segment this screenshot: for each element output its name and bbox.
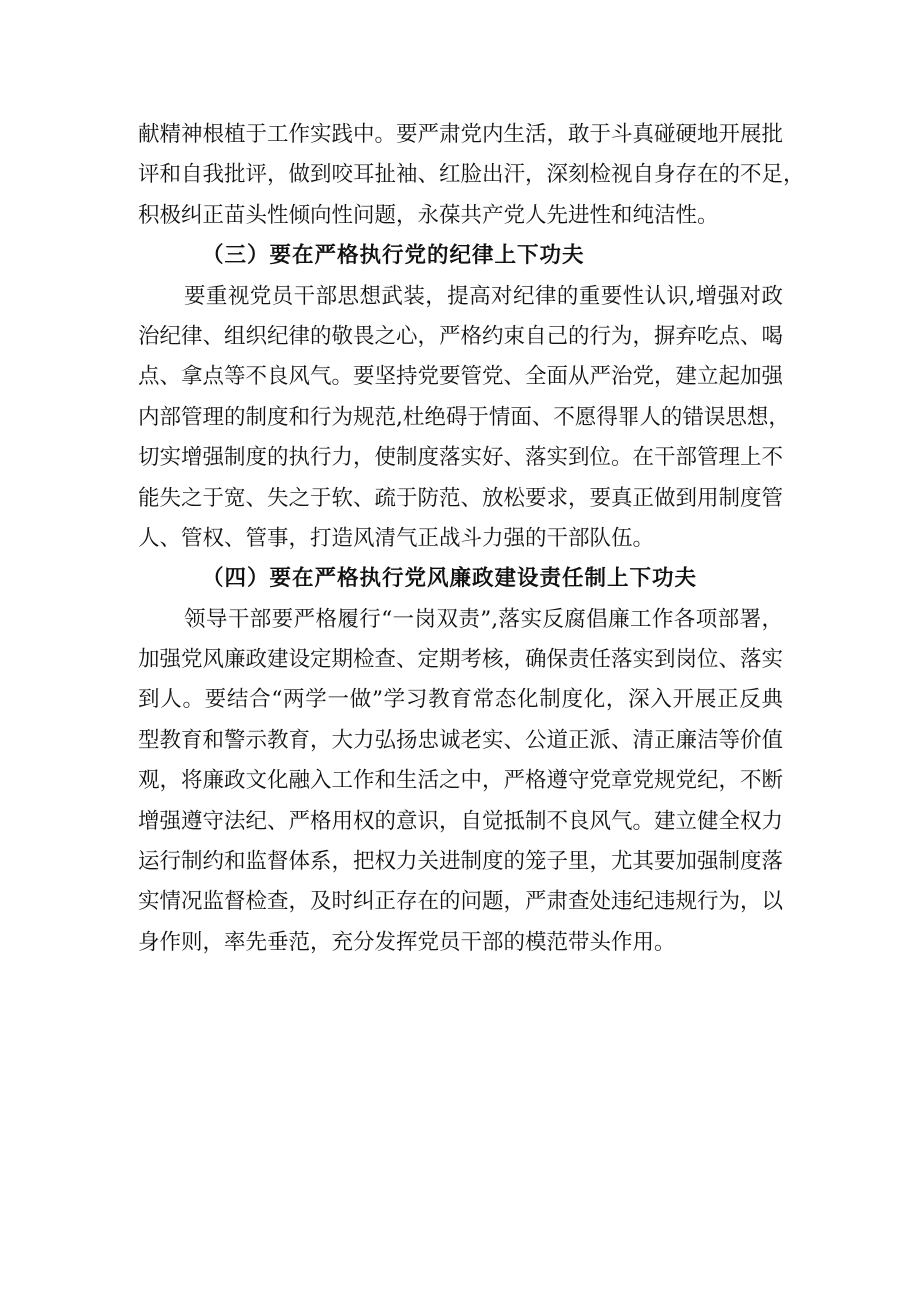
paragraph-line: 要重视党员干部思想武装，提高对纪律的重要性认识,增强对政 <box>184 283 783 309</box>
paragraph-line: 增强遵守法纪、严格用权的意识，自觉抵制不良风气。建立健全权力 <box>138 808 784 834</box>
document-body <box>138 115 805 963</box>
paragraph-line: 运行制约和监督体系，把权力关进制度的笼子里，尤其要加强制度落 <box>138 849 784 875</box>
paragraph-line: 能失之于宽、失之于软、疏于防范、放松要求，要真正做到用制度管 <box>138 485 784 511</box>
paragraph-line: 加强党风廉政建设定期检查、定期考核，确保责任落实到岗位、落实 <box>138 647 784 673</box>
section-heading: （三）要在严格执行党的纪律上下功夫 <box>202 243 585 269</box>
paragraph-line: 献精神根植于工作实践中。要严肃党内生活，敢于斗真碰硬地开展批 <box>138 122 784 147</box>
paragraph-line: 人、管权、管事，打造风清气正战斗力强的干部队伍。 <box>138 525 655 551</box>
paragraph-line: 治纪律、组织纪律的敬畏之心，严格约束自己的行为，摒弃吃点、喝 <box>138 323 784 349</box>
paragraph-line: 实情况监督检查，及时纠正存在的问题，严肃查处违纪违规行为，以 <box>138 889 784 915</box>
section-heading: （四）要在严格执行党风廉政建设责任制上下功夫 <box>202 566 698 592</box>
paragraph-line: 切实增强制度的执行力，使制度落实好、落实到位。在干部管理上不 <box>138 445 784 471</box>
paragraph-line: 内部管理的制度和行为规范,杜绝碍于情面、不愿得罪人的错误思想， <box>138 404 790 430</box>
paragraph-line: 领导干部要严格履行“一岗双责”,落实反腐倡廉工作各项部署， <box>184 606 783 632</box>
paragraph-line: 评和自我批评，做到咬耳扯袖、红脸出汗，深刻检视自身存在的不足， <box>138 162 805 188</box>
paragraph-line: 型教育和警示教育，大力弘扬忠诚老实、公道正派、清正廉洁等价值 <box>138 727 784 753</box>
paragraph-line: 点、拿点等不良风气。要坚持党要管党、全面从严治党，建立起加强 <box>138 364 784 390</box>
paragraph-line: 积极纠正苗头性倾向性问题，永葆共产党人先进性和纯洁性。 <box>138 202 719 228</box>
paragraph-line: 身作则，率先垂范，充分发挥党员干部的模范带头作用。 <box>138 929 676 955</box>
paragraph-line: 观，将廉政文化融入工作和生活之中，严格遵守党章党规党纪，不断 <box>138 768 784 794</box>
paragraph-line: 到人。要结合“两学一做”学习教育常态化制度化，深入开展正反典 <box>138 687 783 713</box>
